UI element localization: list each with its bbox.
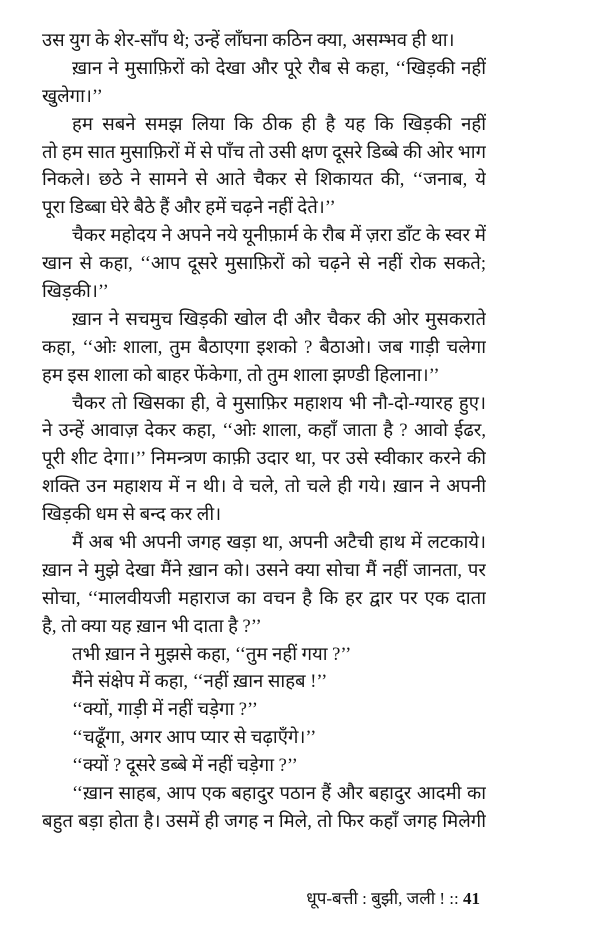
body-text bbox=[42, 28, 486, 837]
text-line: खिड़की।’’ bbox=[42, 282, 109, 303]
text-line: सोचा, ‘‘मालवीयजी महाराज का वचन है कि हर द्वार पर एक दाता bbox=[42, 588, 486, 609]
text-line: तो हम सात मुसाफ़िरों में से पाँच तो उसी क्षण दूसरे डिब्बे की ओर भाग bbox=[42, 142, 486, 163]
text-line: ‘‘ख़ान साहब, आप एक बहादुर पठान हैं और बहादुर आदमी का bbox=[72, 784, 486, 805]
text-line: निकले। छठे ने सामने से आते चैकर से शिकायत की, ‘‘जनाब, ये bbox=[42, 170, 486, 191]
text-line: पूरा डिब्बा घेरे बैठे हैं और हमें चढ़ने नहीं देते।’’ bbox=[42, 198, 336, 219]
text-line: हम इस शाला को बाहर फेंकेगा, तो तुम शाला झण्डी हिलाना।’’ bbox=[42, 365, 440, 386]
text-line: मैं अब भी अपनी जगह खड़ा था, अपनी अटैची हाथ में लटकाये। bbox=[72, 533, 486, 554]
running-title: धूप-बत्ती : बुझी, जली ! :: bbox=[306, 889, 459, 908]
text-line: ख़ान ने सचमुच खिड़की खोल दी और चैकर की ओर मुसकराते bbox=[72, 309, 486, 330]
text-line: ने उन्हें आवाज़ देकर कहा, ‘‘ओः शाला, कहाँ जाता है ? आवो ईढर, bbox=[42, 421, 486, 442]
text-line: मैंने संक्षेप में कहा, ‘‘नहीं ख़ान साहब !’’ bbox=[72, 672, 328, 693]
page-footer bbox=[306, 886, 480, 909]
text-line: खिड़की धम से बन्द कर ली। bbox=[42, 505, 222, 526]
text-line: ‘‘क्यों, गाड़ी में नहीं चड़ेगा ?’’ bbox=[72, 700, 258, 721]
text-line: चैकर तो खिसका ही, वे मुसाफ़िर महाशय भी नौ-दो-ग्यारह हुए। bbox=[72, 393, 486, 414]
text-line: ख़ान ने मुसाफ़िरों को देखा और पूरे रौब से कहा, ‘‘खिड़की नहीं bbox=[72, 58, 486, 79]
text-line: तभी ख़ान ने मुझसे कहा, ‘‘तुम नहीं गया ?’’ bbox=[72, 644, 352, 665]
text-line: खान से कहा, ‘‘आप दूसरे मुसाफ़िरों को चढ़ने से नहीं रोक सकते; bbox=[42, 254, 486, 275]
text-line: कहा, ‘‘ओः शाला, तुम बैठाएगा इशको ? बैठाओ। जब गाड़ी चलेगा bbox=[42, 337, 486, 358]
text-line: ‘‘चढूँगा, अगर आप प्यार से चढ़ाएँगे।’’ bbox=[72, 728, 317, 749]
text-line: पूरी शीट देगा।’’ निमन्त्रण काफ़ी उदार था, पर उसे स्वीकार करने की bbox=[42, 449, 486, 470]
text-line: बहुत बड़ा होता है। उसमें ही जगह न मिले, तो फिर कहाँ जगह मिलेगी bbox=[42, 811, 486, 832]
text-line: हम सबने समझ लिया कि ठीक ही है यह कि खिड़की नहीं bbox=[72, 114, 486, 135]
page-number: 41 bbox=[463, 889, 480, 908]
text-line: खुलेगा।’’ bbox=[42, 86, 103, 107]
text-line: ख़ान ने मुझे देखा मैंने ख़ान को। उसने क्या सोचा मैं नहीं जानता, पर bbox=[42, 560, 486, 581]
text-line: चैकर महोदय ने अपने नये यूनीफ़ार्म के रौब में ज़रा डाँट के स्वर में bbox=[72, 226, 486, 247]
text-line: शक्ति उन महाशय में न थी। वे चले, तो चले ही गये। ख़ान ने अपनी bbox=[42, 477, 486, 498]
text-line: उस युग के शेर-साँप थे; उन्हें लाँघना कठिन क्या, असम्भव ही था। bbox=[42, 31, 455, 51]
text-line: ‘‘क्यों ? दूसरे डब्बे में नहीं चड़ेगा ?’’ bbox=[72, 756, 298, 777]
text-line: है, तो क्या यह ख़ान भी दाता है ?’’ bbox=[42, 616, 262, 637]
